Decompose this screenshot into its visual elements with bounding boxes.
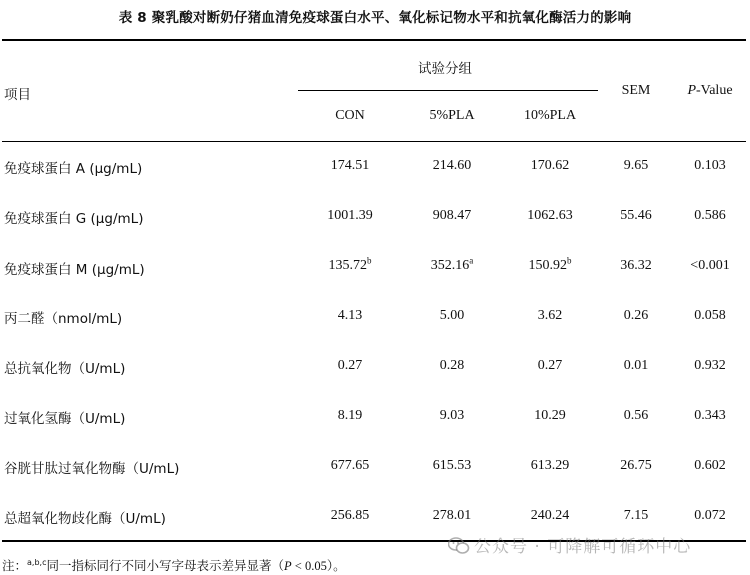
row-item: 总抗氧化物（U/mL) xyxy=(4,361,126,377)
row-con: 0.27 xyxy=(337,358,363,373)
row-pla5: 214.60 xyxy=(432,158,472,173)
row-pla10: 240.24 xyxy=(530,508,570,523)
header-sem: SEM xyxy=(621,83,651,98)
row-p: 0.932 xyxy=(694,358,726,373)
header-p-value xyxy=(660,83,750,99)
row-p: 0.586 xyxy=(694,208,726,223)
row-pla5 xyxy=(402,255,502,274)
header-con: CON xyxy=(335,108,365,123)
row-item: 总超氧化物歧化酶（U/mL) xyxy=(4,511,166,527)
footnote-text: 同一指标同行不同小写字母表示差异显著（ xyxy=(46,558,284,573)
row-sem: 36.32 xyxy=(620,258,652,273)
row-con-letter: b xyxy=(367,255,372,266)
row-item: 过氧化氢酶（U/mL) xyxy=(4,411,126,427)
header-group: 试验分组 xyxy=(418,61,472,77)
row-con: 4.13 xyxy=(337,308,363,323)
watermark-text: 公众号 · 可降解可循环中心 xyxy=(474,537,692,557)
row-sem: 26.75 xyxy=(620,458,652,473)
row-p: 0.072 xyxy=(694,508,726,523)
header-pla10: 10%PLA xyxy=(523,108,577,123)
footnote-prefix: 注： xyxy=(2,558,28,573)
row-item: 免疫球蛋白 G (μg/mL) xyxy=(4,211,144,227)
header-pla5: 5%PLA xyxy=(429,108,475,123)
footnote-p: P xyxy=(284,559,292,573)
header-rule xyxy=(2,141,746,142)
row-pla10: 10.29 xyxy=(534,408,566,423)
row-sem: 0.56 xyxy=(623,408,649,423)
row-pla10: 0.27 xyxy=(537,358,563,373)
row-pla5: 0.28 xyxy=(439,358,465,373)
wechat-icon xyxy=(448,537,470,555)
header-item: 项目 xyxy=(4,87,31,103)
row-item: 免疫球蛋白 A (μg/mL) xyxy=(4,161,143,177)
row-con: 1001.39 xyxy=(327,208,373,223)
row-pla5: 5.00 xyxy=(439,308,465,323)
row-pla10-letter: b xyxy=(567,255,572,266)
row-p: 0.058 xyxy=(694,308,726,323)
row-pla5-letter: a xyxy=(469,255,474,266)
row-p: <0.001 xyxy=(690,258,730,273)
row-sem: 7.15 xyxy=(623,508,649,523)
footnote-text-end: < 0.05）。 xyxy=(291,559,346,573)
row-pla10: 170.62 xyxy=(530,158,570,173)
row-con: 8.19 xyxy=(337,408,363,423)
footnote xyxy=(2,556,346,574)
row-pla10: 3.62 xyxy=(537,308,563,323)
row-pla5: 908.47 xyxy=(432,208,472,223)
group-rule xyxy=(298,90,598,91)
row-p: 0.343 xyxy=(694,408,726,423)
row-sem: 0.01 xyxy=(623,358,649,373)
header-p-rest: -Value xyxy=(696,83,733,98)
row-sem: 9.65 xyxy=(623,158,649,173)
row-pla5: 278.01 xyxy=(432,508,472,523)
row-pla10-value: 150.92 xyxy=(528,258,567,273)
row-con xyxy=(300,255,400,274)
row-sem: 0.26 xyxy=(623,308,649,323)
row-con: 174.51 xyxy=(330,158,370,173)
row-pla10 xyxy=(500,255,600,274)
row-con-value: 135.72 xyxy=(328,258,367,273)
row-pla10: 613.29 xyxy=(530,458,570,473)
row-con: 677.65 xyxy=(330,458,370,473)
row-sem: 55.46 xyxy=(620,208,652,223)
footnote-letters: a,b,c xyxy=(27,557,47,567)
row-con: 256.85 xyxy=(330,508,370,523)
row-pla5-value: 352.16 xyxy=(430,258,470,273)
row-item: 丙二醛（nmol/mL) xyxy=(4,311,123,327)
row-pla10: 1062.63 xyxy=(527,208,573,223)
row-p: 0.602 xyxy=(694,458,726,473)
watermark xyxy=(448,532,691,557)
header-p-italic: P xyxy=(687,83,696,98)
top-rule xyxy=(2,39,746,41)
row-pla5: 9.03 xyxy=(439,408,465,423)
row-item: 谷胱甘肽过氧化物酶（U/mL) xyxy=(4,461,180,477)
row-p: 0.103 xyxy=(694,158,726,173)
table-title: 表 8 聚乳酸对断奶仔猪血清免疫球蛋白水平、氧化标记物水平和抗氧化酶活力的影响 xyxy=(118,10,632,26)
row-item: 免疫球蛋白 M (μg/mL) xyxy=(4,262,145,278)
row-pla5: 615.53 xyxy=(432,458,472,473)
